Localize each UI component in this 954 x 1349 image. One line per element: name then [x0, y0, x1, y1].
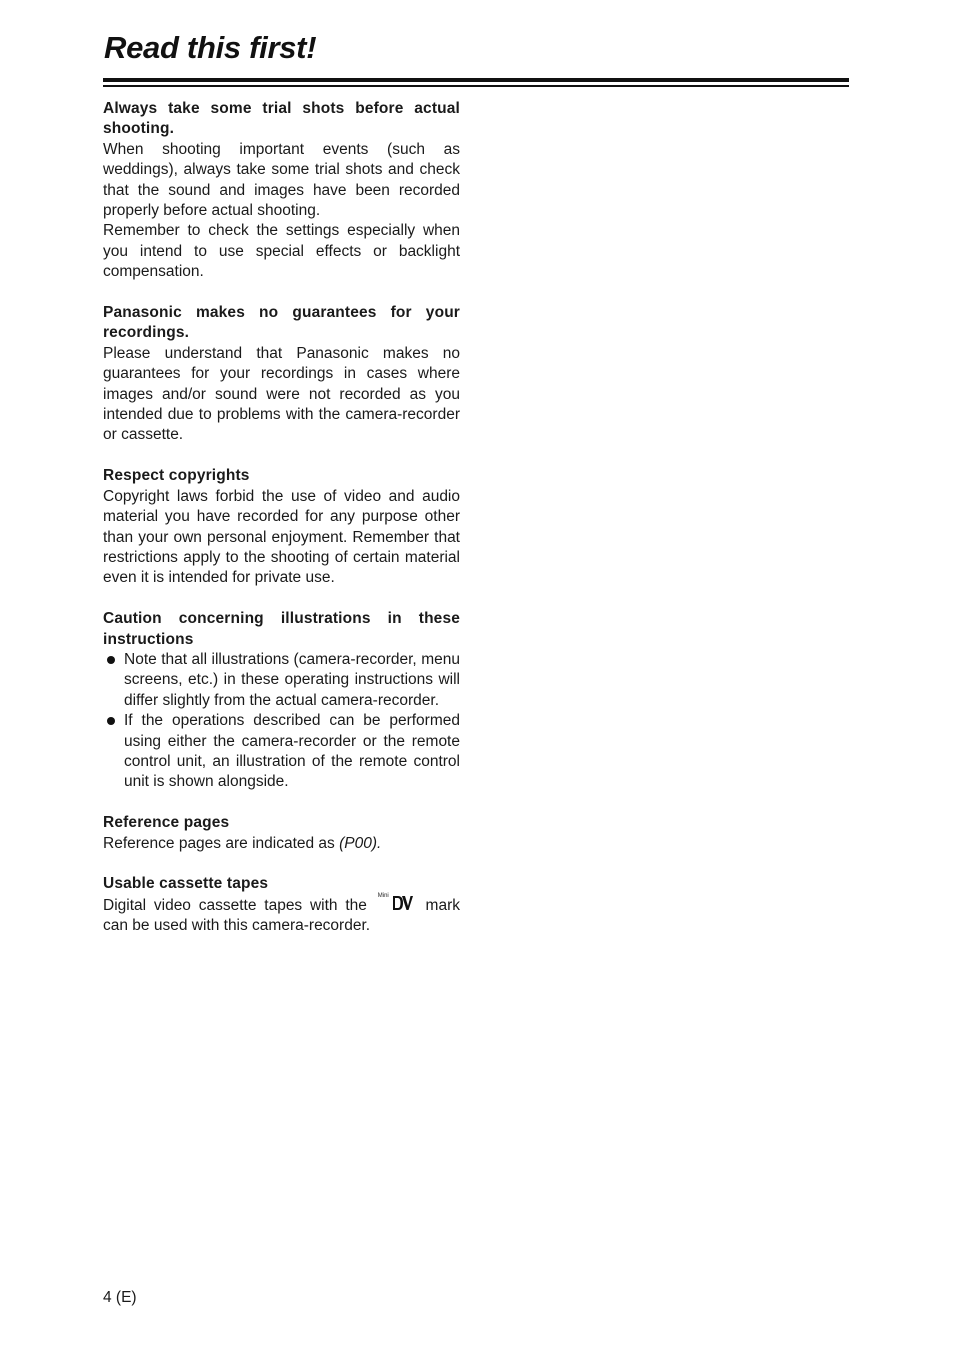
section-trial-shots — [103, 99, 460, 283]
section-heading: Reference pages — [103, 814, 230, 832]
section-illustrations — [103, 609, 460, 793]
section-paragraph: Copyright laws forbid the use of video and audio material you have recorded for any purpose other than your own personal enjoyment. Remember that restrictions apply to the shooting of certain material even it is intended for private use. — [103, 487, 460, 587]
section-paragraph — [103, 892, 460, 937]
section-heading: Always take some trial shots before actual shooting. — [103, 100, 460, 138]
section-heading: Caution concerning illustrations in these instructions — [103, 610, 460, 648]
minidv-logo-icon — [377, 892, 414, 911]
minidv-logo-mini-label: Mini — [377, 892, 389, 899]
page-title: Read this first! — [104, 30, 317, 65]
list-item-text: Note that all illustrations (camera-recorder, menu screens, etc.) in these operating instructions will differ slightly from the actual camera-recorder. — [124, 650, 460, 709]
list-item — [103, 711, 460, 793]
section-paragraph — [103, 834, 460, 854]
list-item — [103, 650, 460, 711]
section-reference-pages — [103, 813, 460, 854]
section-paragraph: When shooting important events (such as weddings), always take some trial shots and check that the sound and images have been recorded properly before actual shooting. — [103, 140, 460, 220]
section-paragraph: Please understand that Panasonic makes no guarantees for your recordings in cases where images and/or sound were not recorded as you intended due to problems with the camera-recorder or cassette. — [103, 344, 460, 444]
list-item-text: If the operations described can be performed using either the camera-recorder or the remote control unit, an illustration of the remote control unit is shown alongside. — [124, 712, 460, 791]
section-heading: Panasonic makes no guarantees for your recordings. — [103, 304, 460, 342]
bullet-icon — [107, 717, 115, 725]
section-paragraph: Remember to check the settings especially when you intend to use special effects or backlight compensation. — [103, 222, 460, 281]
cassette-text-after: mark can be used with this camera-recorder. — [103, 896, 460, 935]
section-cassette-tapes — [103, 874, 460, 936]
bullet-icon — [107, 656, 115, 664]
bullet-list — [103, 650, 460, 793]
page-number: 4 (E) — [103, 1289, 137, 1306]
content-column — [103, 99, 460, 957]
section-no-guarantees — [103, 303, 460, 446]
dv-mark-icon — [392, 895, 414, 911]
section-heading: Usable cassette tapes — [103, 875, 269, 893]
reference-example: (P00). — [339, 834, 382, 852]
section-copyrights — [103, 466, 460, 588]
reference-text: Reference pages are indicated as — [103, 834, 340, 852]
section-heading: Respect copyrights — [103, 467, 250, 485]
title-rule-thin — [103, 85, 849, 87]
title-rule-thick — [103, 78, 849, 82]
cassette-text-before: Digital video cassette tapes with the — [103, 896, 367, 914]
